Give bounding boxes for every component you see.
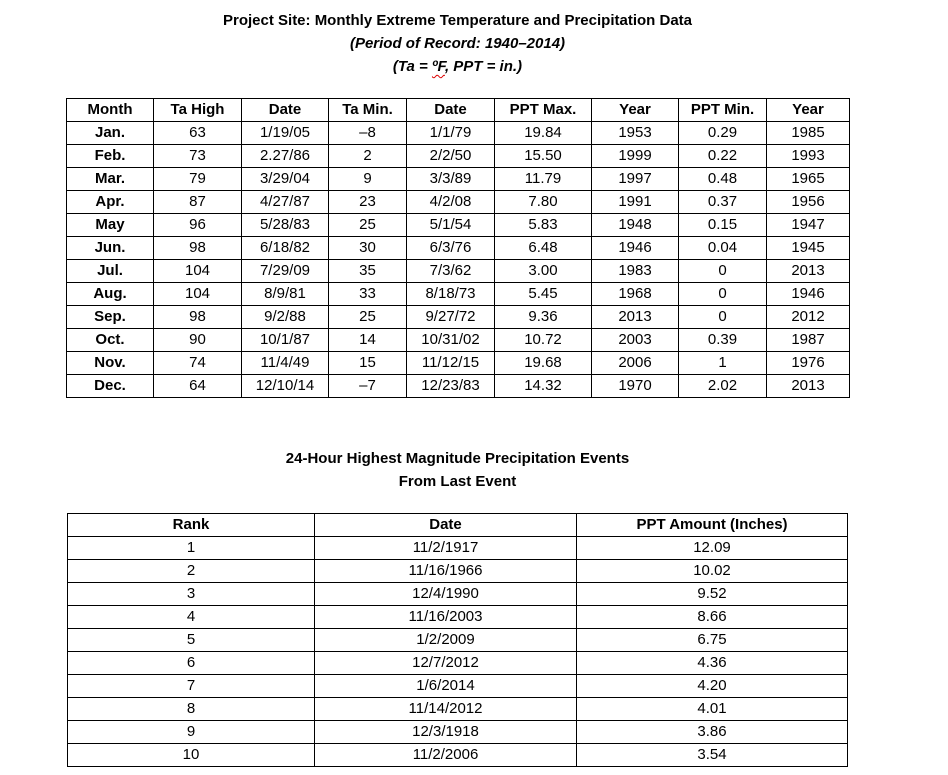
- cell-ppt-max: 7.80: [495, 191, 592, 214]
- cell-month: Jun.: [67, 237, 154, 260]
- cell-max-year: 1948: [592, 214, 679, 237]
- cell-event-date: 11/16/2003: [315, 606, 577, 629]
- cell-ta-min: –8: [329, 122, 407, 145]
- table-row: [67, 122, 850, 145]
- cell-event-date: 1/6/2014: [315, 675, 577, 698]
- cell-ta-high: 98: [154, 237, 242, 260]
- table-row: [67, 283, 850, 306]
- cell-month: Jan.: [67, 122, 154, 145]
- header-min-year: Year: [767, 99, 850, 122]
- cell-rank: 7: [68, 675, 315, 698]
- cell-month: Mar.: [67, 168, 154, 191]
- cell-min-date: 7/3/62: [407, 260, 495, 283]
- units-note-unit: ºF: [431, 58, 445, 75]
- cell-min-year: 2012: [767, 306, 850, 329]
- table-row: [67, 329, 850, 352]
- cell-high-date: 5/28/83: [242, 214, 329, 237]
- header-ppt-amount: PPT Amount (Inches): [577, 514, 848, 537]
- cell-min-date: 3/3/89: [407, 168, 495, 191]
- cell-ta-min: 23: [329, 191, 407, 214]
- table-row: [67, 237, 850, 260]
- cell-high-date: 11/4/49: [242, 352, 329, 375]
- cell-ppt-amount: 3.86: [577, 721, 848, 744]
- cell-min-year: 1947: [767, 214, 850, 237]
- cell-ta-min: –7: [329, 375, 407, 398]
- cell-min-date: 2/2/50: [407, 145, 495, 168]
- units-note: [0, 55, 915, 78]
- table-row: [68, 629, 848, 652]
- header-rank: Rank: [68, 514, 315, 537]
- cell-high-date: 3/29/04: [242, 168, 329, 191]
- cell-ppt-min: 0.04: [679, 237, 767, 260]
- cell-event-date: 11/2/2006: [315, 744, 577, 767]
- table-row: [68, 675, 848, 698]
- cell-min-date: 1/1/79: [407, 122, 495, 145]
- header-ppt-min: PPT Min.: [679, 99, 767, 122]
- cell-ta-high: 63: [154, 122, 242, 145]
- cell-ppt-amount: 12.09: [577, 537, 848, 560]
- cell-high-date: 1/19/05: [242, 122, 329, 145]
- cell-month: Feb.: [67, 145, 154, 168]
- cell-max-year: 1970: [592, 375, 679, 398]
- cell-min-date: 10/31/02: [407, 329, 495, 352]
- cell-min-year: 1956: [767, 191, 850, 214]
- cell-ppt-min: 0: [679, 306, 767, 329]
- cell-rank: 2: [68, 560, 315, 583]
- cell-min-year: 1945: [767, 237, 850, 260]
- cell-ppt-min: 0.48: [679, 168, 767, 191]
- cell-ppt-amount: 4.36: [577, 652, 848, 675]
- cell-min-year: 1965: [767, 168, 850, 191]
- cell-ta-min: 2: [329, 145, 407, 168]
- cell-ppt-min: 0.39: [679, 329, 767, 352]
- cell-high-date: 9/2/88: [242, 306, 329, 329]
- events-table: [67, 513, 848, 767]
- header-ppt-max: PPT Max.: [495, 99, 592, 122]
- cell-ta-min: 25: [329, 306, 407, 329]
- cell-min-date: 5/1/54: [407, 214, 495, 237]
- cell-ppt-amount: 4.20: [577, 675, 848, 698]
- cell-max-year: 1997: [592, 168, 679, 191]
- cell-max-year: 1946: [592, 237, 679, 260]
- cell-rank: 1: [68, 537, 315, 560]
- cell-ppt-max: 14.32: [495, 375, 592, 398]
- table-row: [68, 698, 848, 721]
- cell-min-year: 2013: [767, 375, 850, 398]
- cell-month: Sep.: [67, 306, 154, 329]
- cell-month: Jul.: [67, 260, 154, 283]
- cell-ppt-min: 0.37: [679, 191, 767, 214]
- cell-min-date: 11/12/15: [407, 352, 495, 375]
- table-row: [67, 260, 850, 283]
- cell-min-year: 1985: [767, 122, 850, 145]
- cell-rank: 3: [68, 583, 315, 606]
- cell-ta-high: 104: [154, 283, 242, 306]
- cell-max-year: 2003: [592, 329, 679, 352]
- cell-event-date: 12/4/1990: [315, 583, 577, 606]
- cell-high-date: 2.27/86: [242, 145, 329, 168]
- table-row: [68, 583, 848, 606]
- cell-ta-high: 98: [154, 306, 242, 329]
- cell-max-year: 1983: [592, 260, 679, 283]
- table-row: [67, 168, 850, 191]
- cell-rank: 10: [68, 744, 315, 767]
- table-row: [68, 744, 848, 767]
- cell-month: Apr.: [67, 191, 154, 214]
- cell-ta-min: 15: [329, 352, 407, 375]
- cell-event-date: 11/16/1966: [315, 560, 577, 583]
- cell-ppt-amount: 10.02: [577, 560, 848, 583]
- cell-ppt-max: 3.00: [495, 260, 592, 283]
- cell-event-date: 1/2/2009: [315, 629, 577, 652]
- cell-min-year: 2013: [767, 260, 850, 283]
- cell-high-date: 7/29/09: [242, 260, 329, 283]
- cell-ppt-amount: 8.66: [577, 606, 848, 629]
- events-section-title: [0, 447, 915, 493]
- table-row: [67, 352, 850, 375]
- cell-high-date: 10/1/87: [242, 329, 329, 352]
- cell-rank: 4: [68, 606, 315, 629]
- cell-ta-high: 64: [154, 375, 242, 398]
- cell-event-date: 11/2/1917: [315, 537, 577, 560]
- header-month: Month: [67, 99, 154, 122]
- cell-ppt-min: 0.15: [679, 214, 767, 237]
- cell-ppt-amount: 6.75: [577, 629, 848, 652]
- cell-ppt-max: 5.45: [495, 283, 592, 306]
- table-row: [68, 721, 848, 744]
- cell-rank: 8: [68, 698, 315, 721]
- cell-min-date: 9/27/72: [407, 306, 495, 329]
- cell-ta-min: 9: [329, 168, 407, 191]
- cell-rank: 5: [68, 629, 315, 652]
- cell-ta-high: 87: [154, 191, 242, 214]
- cell-ta-high: 104: [154, 260, 242, 283]
- cell-min-date: 12/23/83: [407, 375, 495, 398]
- cell-month: Dec.: [67, 375, 154, 398]
- header-min-date: Date: [407, 99, 495, 122]
- cell-ppt-max: 5.83: [495, 214, 592, 237]
- cell-ppt-min: 0: [679, 283, 767, 306]
- extremes-header-row: [67, 99, 850, 122]
- cell-min-date: 6/3/76: [407, 237, 495, 260]
- events-subtitle: From Last Event: [398, 473, 517, 490]
- cell-month: Nov.: [67, 352, 154, 375]
- cell-ppt-max: 19.84: [495, 122, 592, 145]
- cell-ppt-min: 0.22: [679, 145, 767, 168]
- cell-rank: 9: [68, 721, 315, 744]
- cell-high-date: 6/18/82: [242, 237, 329, 260]
- cell-ta-min: 14: [329, 329, 407, 352]
- cell-ppt-max: 11.79: [495, 168, 592, 191]
- header-ta-min: Ta Min.: [329, 99, 407, 122]
- events-header-row: [68, 514, 848, 537]
- table-row: [68, 560, 848, 583]
- cell-max-year: 1968: [592, 283, 679, 306]
- table-row: [68, 606, 848, 629]
- cell-ppt-amount: 9.52: [577, 583, 848, 606]
- cell-max-year: 2006: [592, 352, 679, 375]
- cell-event-date: 12/3/1918: [315, 721, 577, 744]
- header-max-year: Year: [592, 99, 679, 122]
- extremes-table: [66, 98, 850, 398]
- cell-min-date: 4/2/08: [407, 191, 495, 214]
- page-title: Project Site: Monthly Extreme Temperature and Precipitation Data: [223, 12, 692, 29]
- cell-high-date: 8/9/81: [242, 283, 329, 306]
- cell-ta-min: 25: [329, 214, 407, 237]
- cell-min-year: 1946: [767, 283, 850, 306]
- cell-ta-high: 79: [154, 168, 242, 191]
- cell-ta-high: 74: [154, 352, 242, 375]
- header-high-date: Date: [242, 99, 329, 122]
- cell-rank: 6: [68, 652, 315, 675]
- cell-ppt-min: 0: [679, 260, 767, 283]
- cell-max-year: 1953: [592, 122, 679, 145]
- cell-ta-min: 35: [329, 260, 407, 283]
- title-block: [0, 9, 915, 78]
- cell-ta-min: 33: [329, 283, 407, 306]
- table-row: [67, 306, 850, 329]
- cell-ppt-amount: 4.01: [577, 698, 848, 721]
- cell-ta-high: 73: [154, 145, 242, 168]
- cell-month: May: [67, 214, 154, 237]
- cell-ppt-max: 10.72: [495, 329, 592, 352]
- cell-ppt-max: 6.48: [495, 237, 592, 260]
- cell-max-year: 2013: [592, 306, 679, 329]
- cell-event-date: 12/7/2012: [315, 652, 577, 675]
- cell-min-date: 8/18/73: [407, 283, 495, 306]
- table-row: [68, 652, 848, 675]
- cell-ppt-min: 1: [679, 352, 767, 375]
- cell-min-year: 1976: [767, 352, 850, 375]
- cell-ppt-max: 9.36: [495, 306, 592, 329]
- table-row: [67, 214, 850, 237]
- cell-ta-high: 96: [154, 214, 242, 237]
- table-row: [67, 375, 850, 398]
- units-note-prefix: (Ta =: [392, 58, 432, 75]
- table-row: [68, 537, 848, 560]
- cell-month: Oct.: [67, 329, 154, 352]
- table-row: [67, 191, 850, 214]
- cell-ppt-min: 2.02: [679, 375, 767, 398]
- cell-min-year: 1987: [767, 329, 850, 352]
- cell-high-date: 4/27/87: [242, 191, 329, 214]
- cell-ppt-max: 19.68: [495, 352, 592, 375]
- cell-event-date: 11/14/2012: [315, 698, 577, 721]
- events-title: 24-Hour Highest Magnitude Precipitation Events: [285, 450, 630, 467]
- cell-max-year: 1991: [592, 191, 679, 214]
- cell-min-year: 1993: [767, 145, 850, 168]
- header-event-date: Date: [315, 514, 577, 537]
- period-of-record: (Period of Record: 1940–2014): [349, 35, 566, 52]
- cell-max-year: 1999: [592, 145, 679, 168]
- cell-ta-high: 90: [154, 329, 242, 352]
- cell-month: Aug.: [67, 283, 154, 306]
- header-ta-high: Ta High: [154, 99, 242, 122]
- cell-ppt-max: 15.50: [495, 145, 592, 168]
- cell-ppt-amount: 3.54: [577, 744, 848, 767]
- cell-high-date: 12/10/14: [242, 375, 329, 398]
- units-note-suffix: , PPT = in.): [444, 58, 523, 75]
- cell-ta-min: 30: [329, 237, 407, 260]
- table-row: [67, 145, 850, 168]
- cell-ppt-min: 0.29: [679, 122, 767, 145]
